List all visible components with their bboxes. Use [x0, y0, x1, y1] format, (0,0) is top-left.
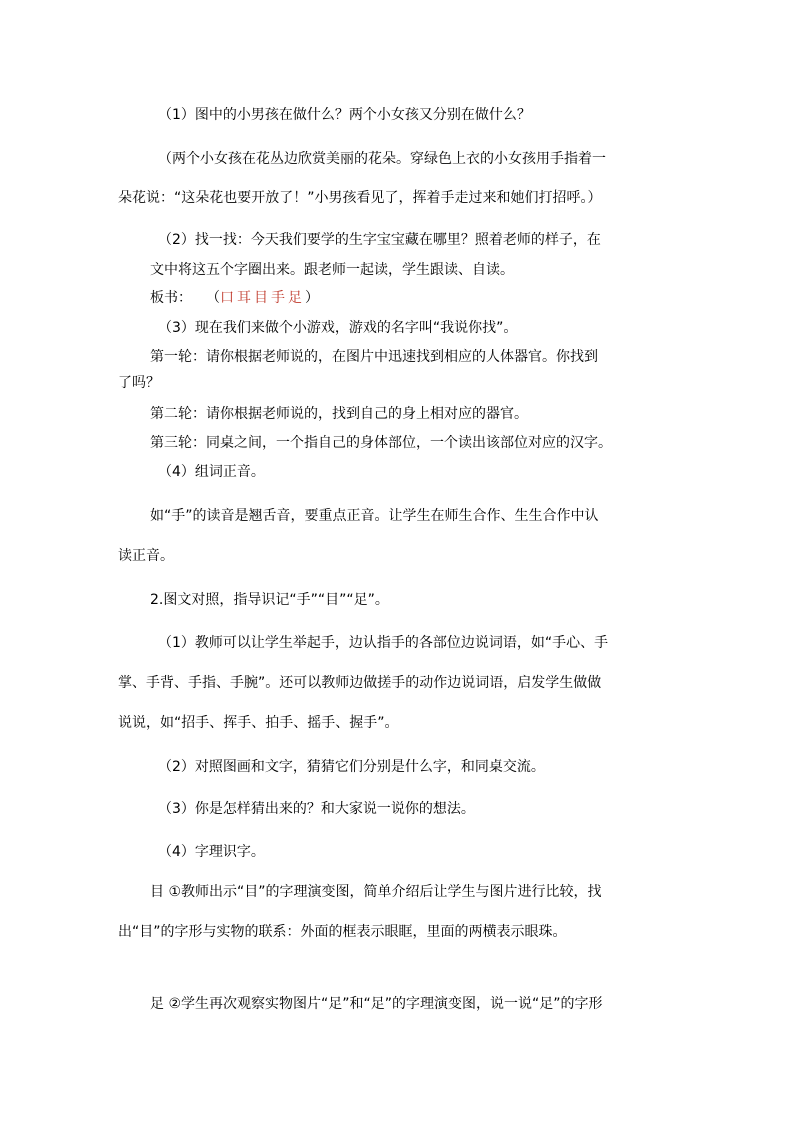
blackboard-characters: 口耳目手足: [220, 290, 305, 306]
paragraph: （3）现在我们来做个小游戏，游戏的名字叫“我说你找”。: [158, 320, 518, 336]
bracket-close: ）: [305, 290, 319, 306]
paragraph: 读正音。: [118, 548, 174, 564]
section-heading: 2.图文对照，指导识记“手”“目”“足”。: [150, 592, 389, 608]
paragraph: 朵花说：“这朵花也要开放了！”小男孩看见了，挥着手走过来和她们打招呼。）: [118, 190, 602, 206]
paragraph: （3）你是怎样猜出来的？和大家说一说你的想法。: [158, 801, 475, 817]
paragraph: 说说，如“招手、挥手、拍手、摇手、握手”。: [118, 715, 399, 731]
paragraph: （4）字理识字。: [158, 844, 265, 860]
paragraph: （两个小女孩在花丛边欣赏美丽的花朵。穿绿色上衣的小女孩用手指着一: [158, 151, 606, 167]
paragraph: 第一轮：请你根据老师说的，在图片中迅速找到相应的人体器官。你找到: [150, 349, 598, 365]
blackboard-line: [150, 288, 319, 308]
paragraph: （1）图中的小男孩在做什么？两个小女孩又分别在做什么？: [158, 107, 531, 123]
paragraph: （4）组词正音。: [158, 464, 265, 480]
paragraph: 掌、手背、手指、手腕”。还可以教师边做搓手的动作边说词语，启发学生做做: [118, 675, 602, 691]
paragraph: 如“手”的读音是翘舌音，要重点正音。让学生在师生合作、生生合作中认: [150, 508, 599, 524]
paragraph: （2）对照图画和文字，猜猜它们分别是什么字，和同桌交流。: [158, 759, 545, 775]
blackboard-label: 板书：: [150, 290, 192, 306]
paragraph: 第三轮：同桌之间，一个指自己的身体部位，一个读出该部位对应的汉字。: [150, 435, 612, 451]
paragraph: 出“目”的字形与实物的联系：外面的框表示眼眶，里面的两横表示眼珠。: [118, 924, 567, 940]
paragraph: 文中将这五个字圈出来。跟老师一起读，学生跟读、自读。: [150, 262, 514, 278]
paragraph: 目 ①教师出示“目”的字理演变图，简单介绍后让学生与图片进行比较，找: [150, 884, 602, 900]
paragraph: 第二轮：请你根据老师说的，找到自己的身上相对应的器官。: [150, 406, 528, 422]
paragraph: 足 ②学生再次观察实物图片“足”和“足”的字理演变图，说一说“足”的字形: [150, 996, 603, 1012]
paragraph: （2）找一找：今天我们要学的生字宝宝藏在哪里？照着老师的样子，在: [158, 232, 601, 248]
bracket-open: （: [206, 290, 220, 306]
paragraph: 了吗？: [118, 375, 160, 391]
paragraph: （1）教师可以让学生举起手，边认指手的各部位边说词语，如“手心、手: [158, 635, 609, 651]
